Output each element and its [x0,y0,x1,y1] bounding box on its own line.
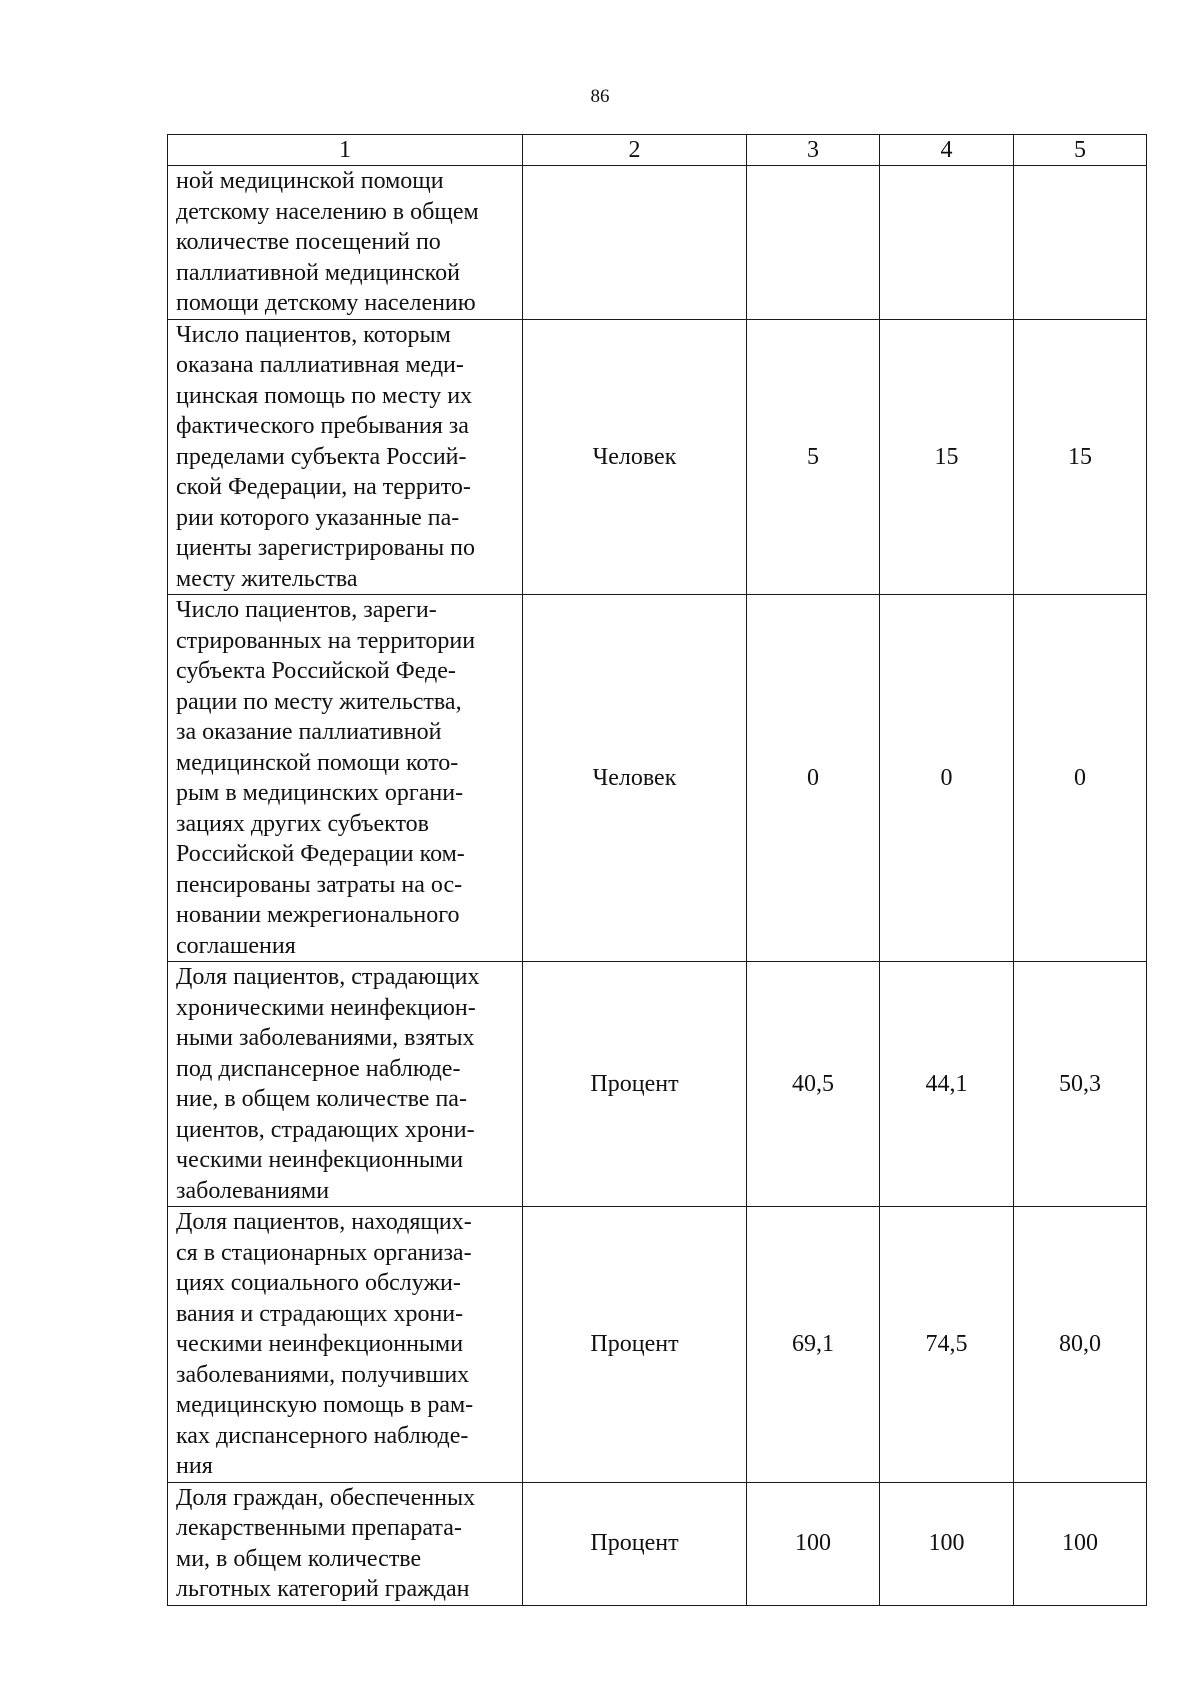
value-col3-cell: 40,5 [747,962,880,1207]
table-row [168,1207,1147,1483]
value-col4-cell: 0 [880,595,1014,962]
description-line: льготных категорий граждан [176,1576,470,1602]
column-header: 4 [880,135,1014,166]
description-line: Число пациентов, зареги- [176,597,437,623]
description-line: детскому населению в общем [176,198,479,225]
description-line: ной медицинской помощи [176,168,444,194]
description-line: рации по месту жительства, [176,688,462,715]
page-number: 86 [590,86,610,107]
indicator-description [168,166,523,320]
description-line: медицинскую помощь в рам- [176,1392,474,1418]
description-line: пределами субъекта Россий- [176,443,467,470]
table-row [168,166,1147,320]
value-col5-cell [1014,166,1147,320]
indicator-description [168,319,523,595]
description-line: медицинской помощи кото- [176,749,459,776]
description-line: оказана паллиативная меди- [176,352,464,378]
indicator-description [168,1482,523,1605]
description-line: месту жительства [176,565,358,592]
description-line: Доля граждан, обеспеченных [176,1484,476,1511]
description-line: ческими неинфекционными [176,1147,464,1173]
table-row [168,1482,1147,1605]
column-header: 2 [523,135,747,166]
value-col3-cell: 5 [747,319,880,595]
table-row [168,595,1147,962]
table-row [168,319,1147,595]
description-line: хроническими неинфекцион- [176,994,476,1021]
value-col5-cell: 80,0 [1014,1207,1147,1483]
value-col4-cell: 74,5 [880,1207,1014,1483]
description-line: новании межрегионального [176,902,460,928]
description-line: циях социального обслужи- [176,1270,461,1296]
value-col5-cell: 100 [1014,1482,1147,1605]
description-line: заболеваниями, получивших [176,1361,470,1388]
description-line: ся в стационарных организа- [176,1239,472,1266]
column-header: 1 [168,135,523,166]
table-body [168,166,1147,1606]
value-col5-cell: 50,3 [1014,962,1147,1207]
description-line: Российской Федерации ком- [176,841,465,867]
value-col3-cell: 0 [747,595,880,962]
unit-cell: Человек [523,595,747,962]
value-col4-cell [880,166,1014,320]
description-line: вания и страдающих хрони- [176,1300,464,1327]
column-header: 3 [747,135,880,166]
column-header: 5 [1014,135,1147,166]
value-col3-cell: 69,1 [747,1207,880,1483]
description-line: пенсированы затраты на ос- [176,871,463,898]
description-line: паллиативной медицинской [176,259,460,286]
description-line: ными заболеваниями, взятых [176,1025,475,1051]
description-line: стрированных на территории [176,627,476,654]
description-line: зациях других субъектов [176,810,429,837]
value-col3-cell: 100 [747,1482,880,1605]
description-line: циенты зарегистрированы по [176,535,476,561]
indicator-description [168,595,523,962]
description-line: фактического пребывания за [176,413,469,439]
description-line: количестве посещений по [176,229,441,255]
unit-cell: Процент [523,962,747,1207]
unit-cell: Процент [523,1207,747,1483]
indicator-table [167,134,1147,1606]
description-line: цинская помощь по месту их [176,382,473,409]
unit-cell: Процент [523,1482,747,1605]
value-col4-cell: 100 [880,1482,1014,1605]
indicator-description [168,962,523,1207]
value-col4-cell: 15 [880,319,1014,595]
description-line: субъекта Российской Феде- [176,658,456,684]
description-line: помощи детскому населению [176,290,476,316]
unit-cell: Человек [523,319,747,595]
description-line: лекарственными препарата- [176,1515,462,1541]
description-line: ми, в общем количестве [176,1545,422,1572]
description-line: Доля пациентов, находящих- [176,1209,472,1235]
table-header-row [168,135,1147,166]
unit-cell [523,166,747,320]
description-line: ние, в общем количестве па- [176,1086,467,1112]
value-col4-cell: 44,1 [880,962,1014,1207]
description-line: за оказание паллиативной [176,719,442,745]
description-line: рым в медицинских органи- [176,780,464,806]
table-row [168,962,1147,1207]
description-line: соглашения [176,932,296,959]
description-line: рии которого указанные па- [176,504,460,531]
description-line: Доля пациентов, страдающих [176,964,480,990]
description-line: ния [176,1453,213,1479]
description-line: под диспансерное наблюде- [176,1055,461,1082]
description-line: Число пациентов, которым [176,321,451,348]
description-line: ках диспансерного наблюде- [176,1422,469,1449]
description-line: ской Федерации, на террито- [176,474,471,500]
description-line: ческими неинфекционными [176,1331,464,1357]
description-line: заболеваниями [176,1177,330,1204]
indicator-description [168,1207,523,1483]
value-col5-cell: 0 [1014,595,1147,962]
description-line: циентов, страдающих хрони- [176,1116,475,1143]
value-col3-cell [747,166,880,320]
value-col5-cell: 15 [1014,319,1147,595]
